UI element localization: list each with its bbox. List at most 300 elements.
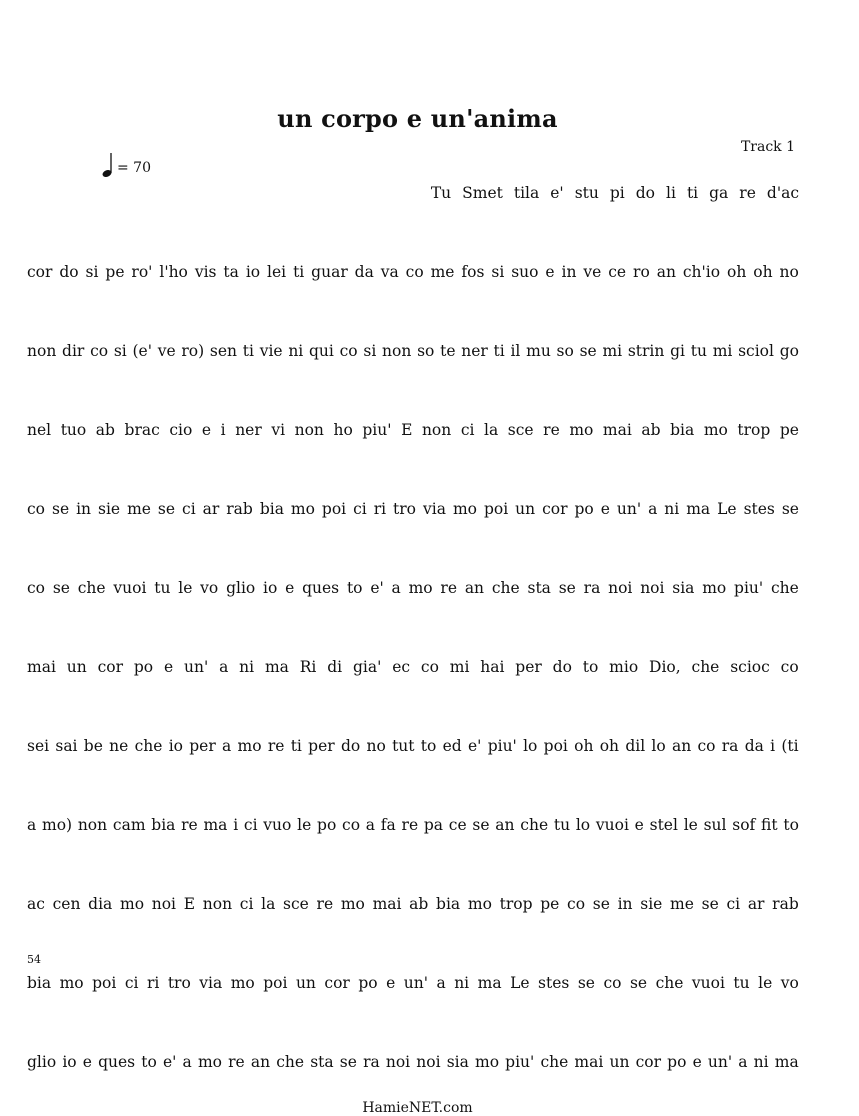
lyric-syllable: co xyxy=(603,974,622,992)
lyric-syllable: mo xyxy=(120,895,145,913)
lyric-syllable: in xyxy=(561,263,577,281)
lyric-syllable: e xyxy=(634,816,644,834)
lyric-syllable: ab xyxy=(641,421,661,439)
lyric-syllable: ni xyxy=(239,658,255,676)
lyric-syllable: che xyxy=(491,579,520,597)
measure-number: 54 xyxy=(27,953,41,966)
lyric-syllable: si xyxy=(491,263,505,281)
lyric-syllable: fit xyxy=(761,816,778,834)
lyric-syllable: un xyxy=(609,1053,630,1071)
lyric-syllable: ti xyxy=(686,184,699,202)
lyric-syllable: se xyxy=(701,895,719,913)
lyric-syllable: poi xyxy=(543,737,568,755)
lyric-syllable: ed xyxy=(442,737,462,755)
lyric-syllable: po xyxy=(574,500,594,518)
lyric-syllable: bia xyxy=(670,421,695,439)
lyric-syllable: ro) xyxy=(181,342,205,360)
lyric-syllable: guar xyxy=(311,263,348,281)
lyric-syllable: via xyxy=(199,974,223,992)
lyric-syllable: sta xyxy=(310,1053,334,1071)
lyric-line xyxy=(27,816,799,834)
lyric-syllable: vis xyxy=(194,263,217,281)
lyric-syllable: non xyxy=(77,816,108,834)
lyric-syllable: tuo xyxy=(60,421,87,439)
lyric-syllable: noi xyxy=(608,579,633,597)
lyric-syllable: ar xyxy=(747,895,765,913)
lyric-syllable: stel xyxy=(649,816,678,834)
lyric-syllable: glio xyxy=(27,1053,57,1071)
lyric-syllable: sof xyxy=(732,816,756,834)
lyric-syllable: so xyxy=(556,342,574,360)
lyric-syllable: ce xyxy=(448,816,467,834)
lyric-syllable: mo xyxy=(467,895,492,913)
lyric-syllable: e xyxy=(545,263,555,281)
lyric-syllable: io xyxy=(168,737,183,755)
lyric-syllable: a xyxy=(27,816,37,834)
lyric-syllable: rab xyxy=(226,500,253,518)
lyric-syllable: in xyxy=(617,895,633,913)
lyric-syllable: sia xyxy=(672,579,695,597)
lyric-syllable: no xyxy=(366,737,386,755)
lyric-syllable: an xyxy=(656,263,676,281)
lyric-syllable: co xyxy=(420,658,439,676)
tempo-value: = 70 xyxy=(117,160,151,176)
lyric-syllable: ac xyxy=(27,895,45,913)
lyric-syllable: che xyxy=(134,737,163,755)
lyric-syllable: poi xyxy=(263,974,288,992)
lyric-syllable: pe xyxy=(779,421,799,439)
lyric-syllable: bia xyxy=(436,895,461,913)
lyric-syllable: dia xyxy=(88,895,113,913)
lyric-syllable: pe xyxy=(540,895,560,913)
lyric-line xyxy=(27,579,799,597)
lyric-line xyxy=(27,1053,799,1071)
lyric-line xyxy=(27,895,799,913)
lyric-syllable: vuoi xyxy=(691,974,725,992)
lyric-syllable: che xyxy=(655,974,684,992)
lyric-syllable: pi xyxy=(609,184,625,202)
lyric-syllable: e xyxy=(386,974,396,992)
lyric-syllable: dil xyxy=(625,737,646,755)
lyric-syllable: do xyxy=(340,737,361,755)
lyric-syllable: io xyxy=(245,263,261,281)
lyric-syllable: e' xyxy=(550,184,564,202)
lyric-syllable: Dio, xyxy=(649,658,681,676)
lyric-syllable: ta xyxy=(223,263,239,281)
lyric-syllable: non xyxy=(294,421,324,439)
lyric-syllable: do xyxy=(59,263,79,281)
lyric-syllable: lo xyxy=(651,737,666,755)
lyric-syllable: re xyxy=(181,816,198,834)
lyric-syllable: lei xyxy=(267,263,287,281)
lyric-syllable: mai xyxy=(602,421,632,439)
lyric-syllable: po xyxy=(133,658,154,676)
lyric-syllable: po xyxy=(317,816,337,834)
lyric-syllable: in xyxy=(76,500,92,518)
lyric-syllable: io xyxy=(263,579,278,597)
lyric-syllable: scioc xyxy=(730,658,770,676)
lyric-syllable: via xyxy=(423,500,446,518)
lyric-syllable: vuoi xyxy=(113,579,147,597)
lyric-syllable: mi xyxy=(602,342,623,360)
lyric-syllable: le xyxy=(178,579,193,597)
lyric-syllable: vi xyxy=(271,421,286,439)
lyric-syllable: do xyxy=(635,184,656,202)
lyric-syllable: ma xyxy=(686,500,711,518)
lyric-syllable: che xyxy=(77,579,106,597)
lyric-syllable: fa xyxy=(380,816,396,834)
lyric-syllable: dir xyxy=(62,342,85,360)
tempo-marking xyxy=(101,152,151,178)
lyric-syllable: tu xyxy=(733,974,750,992)
lyric-syllable: ch'io xyxy=(682,263,721,281)
lyric-syllable: tu xyxy=(553,816,571,834)
lyric-syllable: co xyxy=(339,342,358,360)
lyric-syllable: vo xyxy=(200,579,219,597)
lyric-syllable: pa xyxy=(423,816,444,834)
lyric-syllable: an xyxy=(464,579,485,597)
lyric-syllable: se xyxy=(629,974,648,992)
lyric-syllable: rab xyxy=(772,895,799,913)
lyric-syllable: oh xyxy=(574,737,594,755)
lyric-syllable: mo xyxy=(59,974,84,992)
lyric-syllable: cio xyxy=(169,421,193,439)
lyric-syllable: i xyxy=(233,816,239,834)
lyric-syllable: a xyxy=(182,1053,192,1071)
lyric-syllable: ra xyxy=(363,1053,380,1071)
lyric-syllable: si xyxy=(85,263,99,281)
lyric-syllable: go xyxy=(779,342,799,360)
lyric-line xyxy=(27,263,799,281)
lyric-syllable: vuoi xyxy=(595,816,629,834)
lyric-syllable: e xyxy=(201,421,212,439)
lyric-syllable: ni xyxy=(288,342,304,360)
lyric-syllable: to xyxy=(420,737,437,755)
lyric-syllable: noi xyxy=(416,1053,441,1071)
lyric-syllable: cam xyxy=(112,816,146,834)
lyric-syllable: piu' xyxy=(487,737,517,755)
lyric-syllable: vo xyxy=(780,974,799,992)
lyric-syllable: un' xyxy=(403,974,428,992)
lyric-syllable: se xyxy=(51,500,70,518)
lyric-syllable: non xyxy=(202,895,233,913)
lyric-syllable: e xyxy=(692,1053,702,1071)
lyric-syllable: noi xyxy=(385,1053,411,1071)
lyric-syllable: e' xyxy=(370,579,384,597)
lyric-syllable: mo xyxy=(237,737,262,755)
lyric-syllable: tut xyxy=(392,737,415,755)
lyric-syllable: noi xyxy=(151,895,177,913)
lyric-syllable: a xyxy=(436,974,446,992)
lyric-syllable: e' xyxy=(467,737,482,755)
lyric-syllable: la xyxy=(261,895,276,913)
lyric-syllable: ci xyxy=(182,500,196,518)
lyric-syllable: stes xyxy=(743,500,775,518)
lyric-syllable: se xyxy=(558,579,576,597)
lyric-syllable: lo xyxy=(523,737,538,755)
lyric-syllable: ner xyxy=(235,421,262,439)
lyric-syllable: mai xyxy=(372,895,402,913)
lyric-syllable: ci xyxy=(239,895,254,913)
lyric-syllable: ra xyxy=(721,737,739,755)
lyric-syllable: piu' xyxy=(362,421,392,439)
lyric-syllable: ab xyxy=(95,421,115,439)
lyric-syllable: non xyxy=(382,342,412,360)
lyric-syllable: bia xyxy=(259,500,284,518)
lyric-syllable: E xyxy=(401,421,413,439)
lyric-syllable: re xyxy=(739,184,756,202)
lyric-syllable: stes xyxy=(538,974,570,992)
lyric-syllable: ner xyxy=(461,342,488,360)
lyric-syllable: sie xyxy=(640,895,663,913)
lyric-syllable: ni xyxy=(753,1053,769,1071)
lyric-syllable: co xyxy=(90,342,109,360)
lyric-syllable: co xyxy=(405,263,424,281)
lyric-syllable: me xyxy=(127,500,151,518)
lyric-syllable: piu' xyxy=(734,579,764,597)
lyric-syllable: piu' xyxy=(505,1053,535,1071)
lyric-syllable: ci xyxy=(353,500,367,518)
lyric-syllable: cen xyxy=(52,895,81,913)
lyric-syllable: io xyxy=(62,1053,77,1071)
lyric-syllable: ti xyxy=(242,342,254,360)
lyric-syllable: sce xyxy=(283,895,309,913)
lyric-syllable: me xyxy=(670,895,694,913)
lyric-syllable: di xyxy=(327,658,343,676)
lyric-syllable: lo xyxy=(575,816,591,834)
lyric-syllable: li xyxy=(666,184,676,202)
lyric-line xyxy=(27,342,799,360)
lyric-syllable: noi xyxy=(640,579,665,597)
lyric-syllable: bia xyxy=(27,974,52,992)
lyric-syllable: e xyxy=(82,1053,92,1071)
lyric-syllable: poi xyxy=(92,974,117,992)
lyric-syllable: sce xyxy=(507,421,534,439)
lyric-syllable: le xyxy=(758,974,773,992)
lyric-syllable: ra xyxy=(583,579,601,597)
lyric-syllable: se xyxy=(579,342,597,360)
lyric-syllable: po xyxy=(358,974,378,992)
footer-credit: HamieNET.com xyxy=(362,1100,473,1116)
lyric-syllable: cor xyxy=(324,974,350,992)
lyric-syllable: un xyxy=(295,974,316,992)
lyric-syllable: tila xyxy=(513,184,540,202)
lyric-syllable: un' xyxy=(183,658,209,676)
lyric-syllable: ques xyxy=(98,1053,136,1071)
lyric-syllable: se xyxy=(52,579,70,597)
lyric-syllable: sta xyxy=(527,579,551,597)
lyric-syllable: so xyxy=(417,342,435,360)
lyric-syllable: stu xyxy=(574,184,599,202)
lyric-syllable: co xyxy=(780,658,799,676)
lyric-syllable: to xyxy=(141,1053,157,1071)
lyric-syllable: oh xyxy=(599,737,620,755)
lyric-syllable: gia' xyxy=(352,658,382,676)
lyric-syllable: gi xyxy=(670,342,686,360)
score-title: un corpo e un'anima xyxy=(277,104,558,133)
lyric-syllable: e xyxy=(600,500,610,518)
lyric-syllable: tu xyxy=(690,342,707,360)
lyric-syllable: a xyxy=(391,579,401,597)
lyric-syllable: poi xyxy=(321,500,347,518)
lyric-syllable: trop xyxy=(499,895,533,913)
lyric-syllable: non xyxy=(421,421,452,439)
lyric-syllable: hai xyxy=(480,658,505,676)
lyric-syllable: a xyxy=(648,500,658,518)
lyric-syllable: ne xyxy=(109,737,129,755)
lyric-syllable: l'ho xyxy=(159,263,188,281)
lyric-syllable: un xyxy=(515,500,536,518)
lyric-syllable: un' xyxy=(707,1053,733,1071)
lyric-line xyxy=(27,658,799,676)
lyric-syllable: ri xyxy=(146,974,160,992)
lyric-syllable: mio xyxy=(609,658,639,676)
lyric-syllable: che xyxy=(540,1053,569,1071)
lyric-syllable: an xyxy=(671,737,692,755)
lyric-syllable: ma xyxy=(203,816,228,834)
lyric-syllable: oh xyxy=(753,263,773,281)
lyric-syllable: (e' xyxy=(132,342,152,360)
lyric-syllable: ni xyxy=(664,500,680,518)
lyric-line xyxy=(27,500,799,518)
lyric-syllable: ti xyxy=(290,737,302,755)
lyric-syllable: Le xyxy=(717,500,737,518)
lyric-syllable: che xyxy=(520,816,549,834)
lyric-syllable: co xyxy=(567,895,586,913)
lyric-syllable: re xyxy=(440,579,458,597)
lyric-syllable: ma xyxy=(477,974,502,992)
lyric-line xyxy=(27,184,799,202)
lyric-syllable: poi xyxy=(483,500,509,518)
lyric-syllable: ab xyxy=(409,895,429,913)
lyric-syllable: te xyxy=(440,342,456,360)
lyric-syllable: trop xyxy=(737,421,771,439)
lyric-syllable: i xyxy=(220,421,226,439)
lyric-syllable: mo xyxy=(702,579,727,597)
lyric-syllable: fos xyxy=(461,263,485,281)
lyric-syllable: si xyxy=(363,342,377,360)
lyric-syllable: cor xyxy=(97,658,123,676)
lyric-line xyxy=(27,421,799,439)
lyric-syllable: che xyxy=(691,658,720,676)
lyric-syllable: ec xyxy=(392,658,411,676)
lyric-syllable: re xyxy=(543,421,560,439)
lyric-syllable: pe xyxy=(105,263,125,281)
track-label: Track 1 xyxy=(740,139,795,155)
lyric-syllable: to xyxy=(783,816,799,834)
lyric-syllable: mo xyxy=(290,500,315,518)
lyric-syllable: le xyxy=(297,816,312,834)
lyric-syllable: ti xyxy=(293,263,305,281)
lyric-syllable: re xyxy=(316,895,334,913)
lyric-syllable: le xyxy=(683,816,698,834)
lyric-syllable: sen xyxy=(209,342,238,360)
lyric-syllable: qui xyxy=(309,342,334,360)
lyric-syllable: suo xyxy=(511,263,539,281)
lyric-syllable: e xyxy=(285,579,295,597)
lyric-syllable: i xyxy=(770,737,776,755)
lyric-syllable: mo) xyxy=(42,816,73,834)
lyric-syllable: ho xyxy=(333,421,353,439)
lyric-syllable: re xyxy=(267,737,285,755)
lyric-syllable: ve xyxy=(157,342,176,360)
lyric-syllable: an xyxy=(495,816,515,834)
lyric-line xyxy=(27,737,799,755)
lyric-syllable: cor xyxy=(27,263,53,281)
lyric-syllable: sul xyxy=(703,816,727,834)
lyric-syllable: tro xyxy=(167,974,191,992)
lyric-syllable: ce xyxy=(608,263,627,281)
lyric-syllable: mo xyxy=(475,1053,500,1071)
lyric-syllable: oh xyxy=(727,263,747,281)
lyric-syllable: mo xyxy=(452,500,477,518)
lyric-syllable: ga xyxy=(709,184,729,202)
lyric-syllable: se xyxy=(472,816,490,834)
lyric-syllable: tro xyxy=(393,500,417,518)
lyric-syllable: re xyxy=(401,816,419,834)
lyric-syllable: mo xyxy=(340,895,365,913)
lyric-syllable: a xyxy=(219,658,229,676)
lyric-syllable: vuo xyxy=(263,816,292,834)
lyric-syllable: la xyxy=(484,421,499,439)
lyric-syllable: mi xyxy=(449,658,470,676)
lyric-syllable: strin xyxy=(627,342,665,360)
lyric-syllable: sei xyxy=(27,737,50,755)
lyric-syllable: e xyxy=(163,658,174,676)
lyric-syllable: mai xyxy=(27,658,56,676)
lyric-syllable: se xyxy=(781,500,799,518)
lyric-syllable: da xyxy=(744,737,764,755)
lyric-syllable: sia xyxy=(446,1053,469,1071)
lyric-syllable: to xyxy=(346,579,363,597)
lyric-syllable: ci xyxy=(460,421,475,439)
lyric-syllable: per xyxy=(515,658,542,676)
lyric-syllable: me xyxy=(430,263,455,281)
lyric-syllable: il xyxy=(510,342,521,360)
lyric-syllable: sie xyxy=(98,500,121,518)
lyric-syllable: (ti xyxy=(781,737,799,755)
lyric-syllable: co xyxy=(27,500,46,518)
lyric-syllable: ri xyxy=(373,500,387,518)
lyric-syllable: Tu xyxy=(430,184,452,202)
lyric-syllable: cor xyxy=(635,1053,662,1071)
lyric-syllable: glio xyxy=(226,579,256,597)
lyric-syllable: Smet xyxy=(462,184,503,202)
lyric-syllable: se xyxy=(592,895,610,913)
lyric-syllable: mo xyxy=(197,1053,222,1071)
lyric-syllable: brac xyxy=(124,421,160,439)
lyric-syllable: a xyxy=(365,816,376,834)
lyric-syllable: mu xyxy=(526,342,551,360)
lyric-syllable: ci xyxy=(726,895,741,913)
lyric-syllable: non xyxy=(27,342,57,360)
lyric-syllable: se xyxy=(577,974,595,992)
lyric-syllable: da xyxy=(354,263,374,281)
lyric-syllable: ni xyxy=(454,974,470,992)
lyric-syllable: no xyxy=(779,263,799,281)
lyric-syllable: un' xyxy=(616,500,642,518)
lyric-syllable: va xyxy=(380,263,399,281)
lyric-syllable: sciol xyxy=(738,342,774,360)
lyric-syllable: mo xyxy=(408,579,433,597)
lyric-syllable: mo xyxy=(569,421,594,439)
lyric-syllable: re xyxy=(228,1053,245,1071)
lyric-syllable: ques xyxy=(302,579,340,597)
lyric-syllable: ro' xyxy=(131,263,153,281)
lyric-syllable: to xyxy=(582,658,599,676)
lyric-syllable: po xyxy=(667,1053,687,1071)
lyric-syllable: co xyxy=(342,816,361,834)
